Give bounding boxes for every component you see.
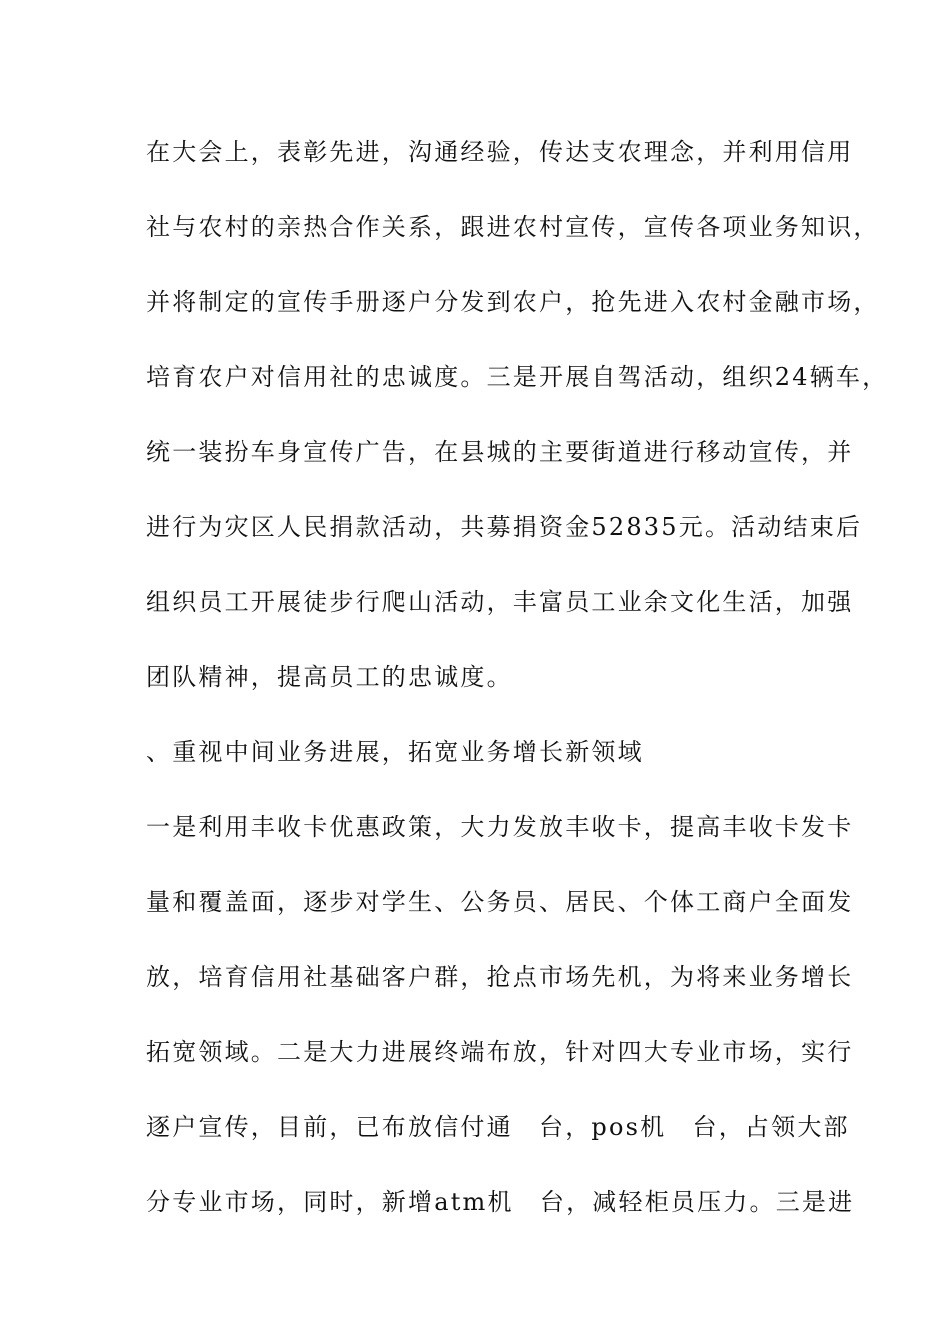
text-line: 逐户宣传，目前，已布放信付通 台，pos机 台，占领大部	[146, 1113, 850, 1141]
text-line: 量和覆盖面，逐步对学生、公务员、居民、个体工商户全面发	[146, 888, 854, 916]
text-line: 并将制定的宣传手册逐户分发到农户，抢先进入农村金融市场，	[146, 288, 880, 316]
text-line: 组织员工开展徒步行爬山活动，丰富员工业余文化生活，加强	[146, 588, 854, 616]
text-line: 统一装扮车身宣传广告，在县城的主要街道进行移动宣传，并	[146, 438, 854, 466]
text-line: 一是利用丰收卡优惠政策，大力发放丰收卡，提高丰收卡发卡	[146, 813, 854, 841]
section-heading: 、重视中间业务进展，拓宽业务增长新领域	[146, 738, 644, 766]
text-line: 社与农村的亲热合作关系，跟进农村宣传，宣传各项业务知识，	[146, 213, 880, 241]
text-line: 团队精神，提高员工的忠诚度。	[146, 663, 513, 691]
text-line: 放，培育信用社基础客户群，抢点市场先机，为将来业务增长	[146, 963, 854, 991]
text-line: 培育农户对信用社的忠诚度。三是开展自驾活动，组织24辆车，	[146, 363, 889, 391]
text-line: 分专业市场，同时，新增atm机 台，减轻柜员压力。三是进	[146, 1188, 855, 1216]
text-line: 拓宽领域。二是大力进展终端布放，针对四大专业市场，实行	[146, 1038, 854, 1066]
text-line: 进行为灾区人民捐款活动，共募捐资金52835元。活动结束后	[146, 513, 863, 541]
text-line: 在大会上，表彰先进，沟通经验，传达支农理念，并利用信用	[146, 138, 854, 166]
